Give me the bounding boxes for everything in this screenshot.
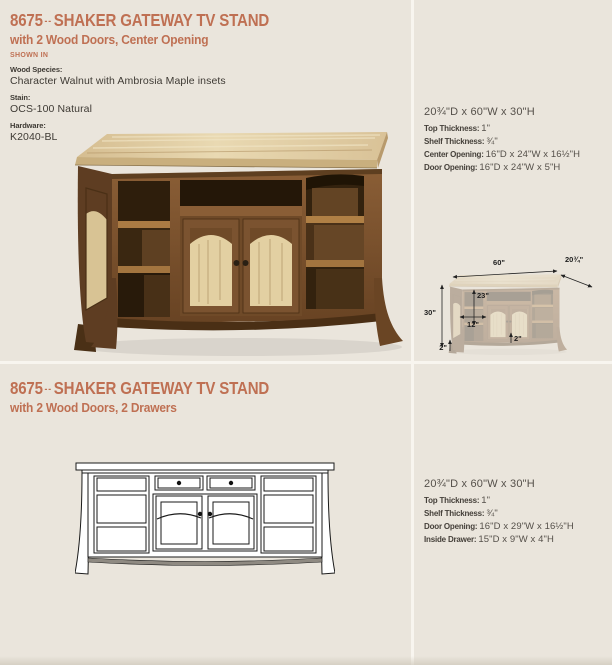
variant-subtitle: with 2 Wood Doors, 2 Drawers [10,400,177,415]
spec-label: Shelf Thickness: [424,137,485,146]
dimension-diagram [420,248,612,362]
dim-shelf-depth-label: 12" [467,320,479,329]
spec-value: 16"D x 24"W x 5"H [479,162,561,173]
product-header-bottom [10,380,311,414]
spec-row [424,533,606,546]
spec-row [424,122,606,135]
spec-label: Inside Drawer: [424,535,477,544]
model-separator: -- [44,384,52,395]
spec-value: 16"D x 29"W x 16½"H [479,521,574,532]
product-name: SHAKER GATEWAY TV STAND [53,10,270,30]
field-label: Hardware: [10,121,46,130]
spec-value: 1" [481,495,491,506]
product-name: SHAKER GATEWAY TV STAND [53,378,270,398]
spec-row [424,520,606,533]
dim-interior-height-label: 23" [477,291,489,300]
spec-row [424,494,606,507]
specs-bottom [424,478,606,546]
dimensions-heading: 20¾"D x 60"W x 30"H [424,106,535,118]
product-title [10,380,269,398]
dim-width-label: 60" [493,258,505,267]
spec-row [424,148,606,161]
line-drawing [75,462,335,580]
spec-label: Top Thickness: [424,124,480,133]
spec-label: Top Thickness: [424,496,480,505]
field-value: OCS-100 Natural [10,103,93,115]
page-bottom-shadow [0,656,612,665]
model-separator: -- [44,16,52,27]
specs-top [424,106,606,174]
variant-subtitle: with 2 Wood Doors, Center Opening [10,32,209,47]
dim-base-center-label: 2" [514,334,522,343]
spec-value: ¾" [486,508,498,519]
field-wood-species [10,65,340,87]
dim-base-left-label: 2" [439,343,447,352]
spec-label: Door Opening: [424,522,478,531]
shown-in-label: SHOWN IN [10,52,49,59]
model-number: 8675 [10,10,43,30]
product-header-top [10,12,311,46]
spec-label: Door Opening: [424,163,478,172]
dim-depth-label: 20¾" [565,255,584,264]
dimensions-heading: 20¾"D x 60"W x 30"H [424,478,535,490]
spec-row [424,135,606,148]
spec-value: 15"D x 9"W x 4"H [478,534,554,545]
spec-value: ¾" [486,136,498,147]
field-label: Stain: [10,93,31,102]
spec-value: 16"D x 24"W x 16½"H [485,149,581,160]
product-title [10,12,269,30]
field-value: Character Walnut with Ambrosia Maple insets [10,75,226,87]
spec-row [424,507,606,520]
field-value: K2040-BL [10,131,58,143]
spec-label: Center Opening: [424,150,484,159]
dim-height-label: 30" [424,308,436,317]
model-number: 8675 [10,378,43,398]
spec-row [424,161,606,174]
vertical-divider [411,0,414,665]
spec-value: 1" [481,123,491,134]
spec-label: Shelf Thickness: [424,509,485,518]
field-stain [10,93,340,115]
product-photo [50,128,410,358]
field-label: Wood Species: [10,65,63,74]
